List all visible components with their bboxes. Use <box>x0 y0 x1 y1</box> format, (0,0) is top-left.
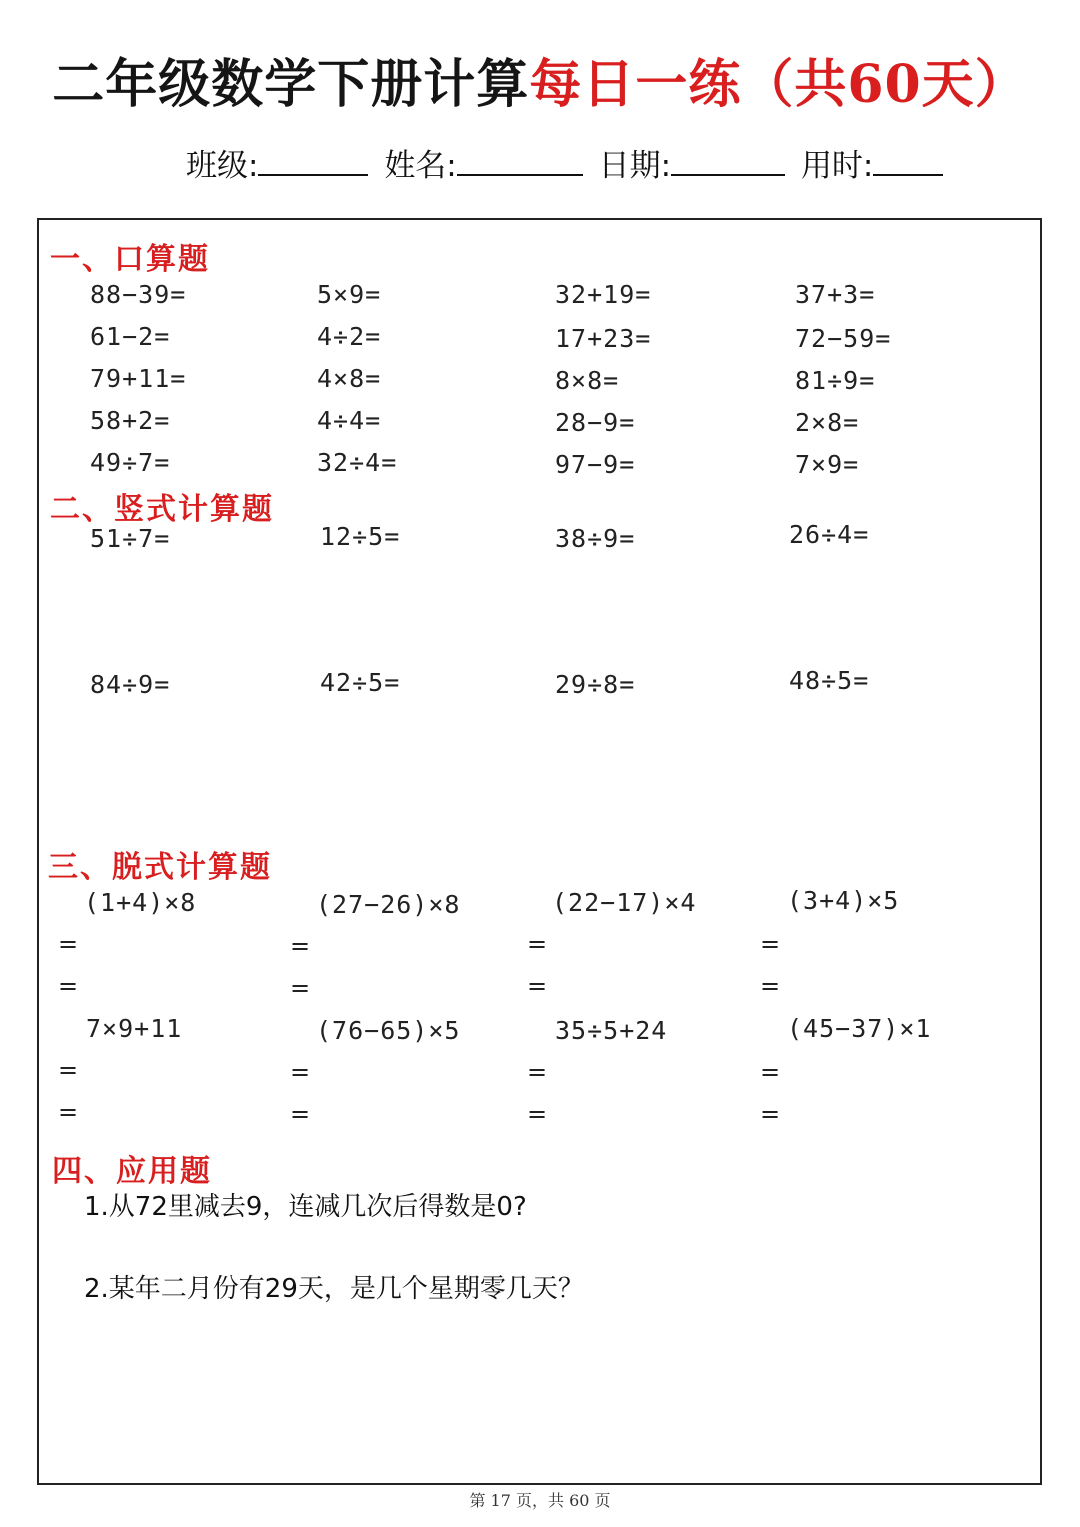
time-label: 用时: <box>800 148 874 184</box>
vertical-item: 42÷5= <box>320 668 401 697</box>
oral-item: 8×8= <box>555 366 620 395</box>
equals-sign: = <box>58 1098 79 1126</box>
oral-item: 28−9= <box>555 408 636 437</box>
vertical-item: 38÷9= <box>555 524 636 553</box>
stepwise-item: (3+4)×5 <box>787 886 900 915</box>
equals-sign: = <box>527 972 548 1000</box>
section-heading-stepwise: 三、脱式计算题 <box>48 850 272 885</box>
stepwise-item: (1+4)×8 <box>84 888 197 917</box>
equals-sign: = <box>527 1058 548 1086</box>
title-main: 二年级数学下册计算 <box>52 54 530 115</box>
equals-sign: = <box>58 1056 79 1084</box>
oral-item: 7×9= <box>795 450 860 479</box>
oral-item: 17+23= <box>555 324 652 353</box>
stepwise-item: (45−37)×1 <box>787 1014 932 1043</box>
oral-item: 37+3= <box>795 280 876 309</box>
date-label: 日期: <box>598 148 672 184</box>
stepwise-item: (22−17)×4 <box>552 888 697 917</box>
stepwise-item: (27−26)×8 <box>316 890 461 919</box>
equals-sign: = <box>290 1100 311 1128</box>
equals-sign: = <box>290 974 311 1002</box>
page-title <box>0 42 1080 117</box>
oral-item: 32+19= <box>555 280 652 309</box>
time-field <box>801 140 943 185</box>
equals-sign: = <box>58 972 79 1000</box>
section-heading-vertical: 二、竖式计算题 <box>50 492 274 527</box>
equals-sign: = <box>760 1100 781 1128</box>
vertical-item: 29÷8= <box>555 670 636 699</box>
vertical-item: 48÷5= <box>789 666 870 695</box>
section-heading-oral: 一、口算题 <box>50 242 210 277</box>
oral-item: 4×8= <box>317 364 382 393</box>
oral-item: 88−39= <box>90 280 187 309</box>
oral-item: 2×8= <box>795 408 860 437</box>
word-problem-1: 1.从72里减去9，连减几次后得数是0? <box>84 1192 527 1222</box>
section-heading-word-problems: 四、应用题 <box>52 1154 212 1189</box>
word-problem-2: 2.某年二月份有29天，是几个星期零几天？ <box>84 1274 584 1304</box>
oral-item: 4÷2= <box>317 322 382 351</box>
oral-item: 97−9= <box>555 450 636 479</box>
class-label: 班级: <box>186 148 259 184</box>
class-blank[interactable] <box>258 144 368 176</box>
equals-sign: = <box>290 932 311 960</box>
oral-item: 79+11= <box>90 364 187 393</box>
name-blank[interactable] <box>457 144 583 176</box>
oral-item: 49÷7= <box>90 448 171 477</box>
name-field <box>384 140 582 185</box>
page-number: 第 17 页，共 60 页 <box>469 1491 611 1510</box>
student-info-fields <box>186 140 949 185</box>
equals-sign: = <box>527 1100 548 1128</box>
equals-sign: = <box>58 930 79 958</box>
oral-item: 5×9= <box>317 280 382 309</box>
equals-sign: = <box>760 972 781 1000</box>
date-blank[interactable] <box>671 144 785 176</box>
vertical-item: 84÷9= <box>90 670 171 699</box>
vertical-item: 51÷7= <box>90 524 171 553</box>
equals-sign: = <box>760 1058 781 1086</box>
oral-item: 32÷4= <box>317 448 398 477</box>
date-field <box>599 140 785 185</box>
time-blank[interactable] <box>873 144 943 176</box>
oral-item: 4÷4= <box>317 406 382 435</box>
name-label: 姓名: <box>384 148 457 184</box>
stepwise-item: 35÷5+24 <box>555 1016 668 1045</box>
oral-item: 81÷9= <box>795 366 876 395</box>
oral-item: 61−2= <box>90 322 171 351</box>
class-field <box>186 140 368 185</box>
oral-item: 58+2= <box>90 406 171 435</box>
title-highlight: 每日一练（共60天） <box>529 54 1028 115</box>
equals-sign: = <box>527 930 548 958</box>
equals-sign: = <box>290 1058 311 1086</box>
equals-sign: = <box>760 930 781 958</box>
stepwise-item: 7×9+11 <box>86 1014 183 1043</box>
oral-item: 72−59= <box>795 324 892 353</box>
stepwise-item: (76−65)×5 <box>316 1016 461 1045</box>
vertical-item: 26÷4= <box>789 520 870 549</box>
vertical-item: 12÷5= <box>320 522 401 551</box>
